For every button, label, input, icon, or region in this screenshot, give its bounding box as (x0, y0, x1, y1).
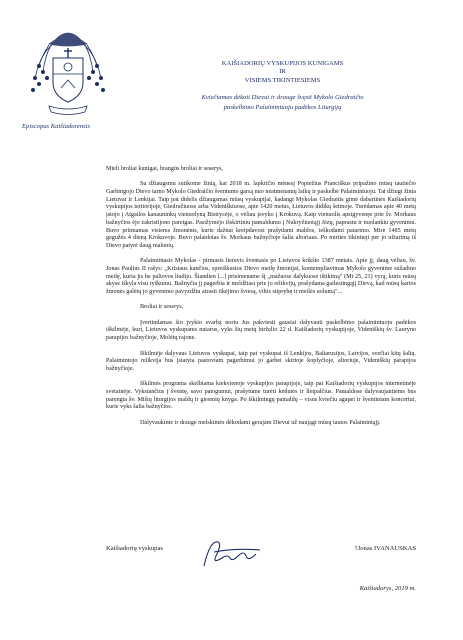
signoff-name: †Jonas IVANAUSKAS (354, 545, 416, 552)
header-line: IR (279, 68, 286, 76)
greeting: Mieli broliai kunigai, brangūs broliai ir seserys, (106, 166, 223, 172)
letter-header (150, 60, 415, 114)
signoff-date: Kaišiadorys, 2019 m. (359, 585, 416, 592)
paragraph: Broliai ir seserys, (140, 304, 184, 311)
paragraph: Įvertindamas šio įvykio svarbą noriu Jus pakviesti gausiai dalyvauti paskelbimo palaimintuoju padėkos iškilmėje, kuri, Lietuvos vyskupams nutarus, vyks šių metų birželio 22 d. Kaišiadorių vyskupijoje, Videniškių šv. Lauryno parapijos bažnyčioje, Molėtų rajone. (106, 319, 416, 342)
coat-of-arms-caption: Episcopus Kaišiadorensis (22, 123, 91, 130)
header-subtitle (150, 93, 415, 114)
paragraph: Iškilmės programa skelbiama kiekvienoje vyskupijos parapijoje, taip pat Kaišiadorių vyskupijos internetinėje svetainėje. Vykstančius į šventę, savo patogumui, prašytume turėti kėdutes ir lietpalčius. Pamaldose dalyvaujantiems bus parengta šv. Mišių liturgijos maldų ir giesmių knyga. Po iškilmingų pamaldų – visus kviečiu agapei ir šventiniam koncertui, kurie vyks šalia bažnyčios. (106, 381, 416, 411)
paragraph: Dalyvaukime ir drauge melskimės dėkodami gerajam Dievui už naujągi mūsų tautos Palaimintąjį. (140, 419, 381, 426)
signoff-title: Kaišiadorių vyskupas (106, 545, 163, 552)
paragraph: Su džiaugsmu sutikome žinią, kai 2018 m. lapkričio mėnesį Popiežius Pranciškus pripažino mūsų tautiečio Garbingojo Dievo tarno Mykolo Giedraičio šventumo garsą nuo neatmenamų laikų ir paskelbė Palaimintuoju. Tai džiugi žinia Lietuvai ir Lenkijai. Taip pat didelis džiaugsmas mūsų vyskupijai, kadangi Mykolas Giedraitis gimė dabartinės Kaišiadorių vyskupijos teritorijoje, Giedručiuose arba Videniškiuose, apie 1420 metus, Lietuvos didikų šeimoje. Turėdamas apie 40 metų įstojo į Atgailos kanauninkų vienuolyną Bistrycėje, o vėliau įsvyko į Krokuvą. Kaip vienuolis apsigyvenęs prie šv. Morkaus bažnyčios ėjo zakristijono pareigas. Pasižymėjo išskirtiniu pamaldumu į Nukryžiuotąjį Jėzų, paprastu ir nuolankiu gyvenimu. Buvo priimamas visiems žmonėms, kurie dažnai kreipdavosi prašydami maldos, ieškodami patarimo. Mirė 1485 metų gegužės 4 dieną Krokuvoje. Buvo palaidotas šv. Morkaus bažnyčioje šalia altoriaus. Po mirties tikintieji per jo užtarimą iš Dievo patyrė daug malonių. (106, 181, 416, 249)
handwritten-signature-icon (196, 532, 266, 574)
coat-of-arms-icon (25, 22, 111, 122)
subtitle-line: paskelbimo Palaimintuoju padėkos Liturgiją (223, 104, 342, 112)
header-line: VISIEMS TIKINTIESIEMS (244, 76, 321, 84)
paragraph: Palaimintasis Mykolas - pirmasis lietuvis šventasis po Lietuvos krikšto 1387 metais. Apie jį, daug vėliau, šv. Jonas Paulius II rašys: „Kristaus kančios, spreiškusios Dievo meilę žmonijai, kontempliavimas Mykolo gyvenime sužadino meilę, kuria jis be paliovos liudijo. Šiandien [...] prisimename šį „mažuose dalykuose ištikimą" (Mt 25, 21) vyrą, kuris mūsų akyse iškyla visu ryškumu. Bažnyčia jį pagerbia ir meldžiasi prie jo relikvijų, prašydama gailestingąjį Dievą, kad mūsų kartos žmonės galėtų jo gyvenimo pavyzdžiu atrasti tikėjimo šviesą, viltis stiprybę ir meilės uolumą"... (106, 258, 416, 295)
paragraph: Iškilmėje dalyvaus Lietuvos vyskupai, taip pat vyskupai iš Lenkijos, Baltarusijos, Latvijos, svečiai kitų šalių. Palaimintojo relikvija bus įstatyta pastoviam pagerbimui jo garbei skirtoje koplyčioje, altoriuje, Videniškių parapijos bažnyčioje. (106, 350, 416, 372)
subtitle-line: Kviečiamas dėkoti Dievui ir drauge švęsti Mykolo Giedraičio (201, 93, 364, 101)
letter-body (106, 166, 416, 427)
header-line: KAIŠIADORIŲ VYSKUPIJOS KUNIGAMS (221, 60, 344, 67)
